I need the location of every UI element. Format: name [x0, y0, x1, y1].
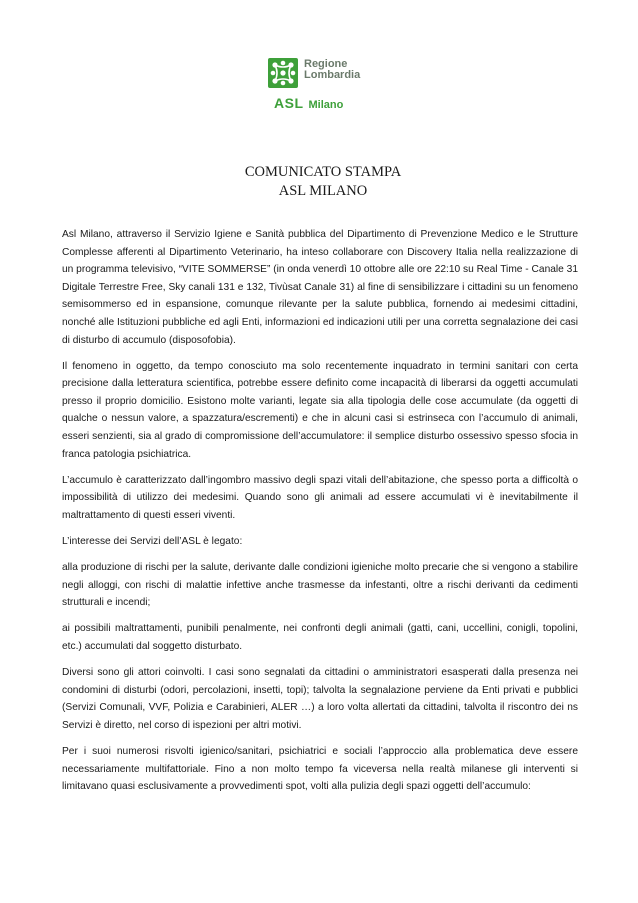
heading-line-2: ASL MILANO	[278, 183, 368, 199]
paragraph-approach: Per i suoi numerosi risvolti igienico/sanitari, psichiatrici e sociali l’approccio alla problematica deve essere necessariamente multifattoriale. Fino a non molto tempo fa viceversa nella realtà milanese gli interventi si limitavano quasi esclusivamente a provvedimenti spot, volti alla pulizia degli spazi oggetti dell’accumulo:	[62, 745, 578, 793]
logo-city-word: Milano	[308, 99, 344, 111]
paragraph-intro: Asl Milano, attraverso il Servizio Igiene e Sanità pubblica del Dipartimento di Prevenzione Medico e le Strutture Complesse afferenti al Dipartimento Veterinario, ha inteso collaborare con Discovery Italia nella realizzazione di un programma televisivo, “VITE SOMMERSE” (in onda venerdì 10 ottobre alle ore 22:10 su Real Time - Canale 31 Digitale Terrestre Free, Sky canali 131 e 132, Tivùsat Canale 31) al fine di sensibilizzare i cittadini su un fenomeno semisommerso ed in espansione, comunque rilevante per la salute pubblica, fornendo ai medesimi cittadini, nonché alle Istituzioni pubbliche ed agli Enti, informazioni ed indicazioni utili per una corretta segnalazione dei casi di disturbo di accumulo (disposofobia).	[62, 229, 578, 346]
paragraph-animal-mistreatment: ai possibili maltrattamenti, punibili penalmente, nei confronti degli animali (gatti, cani, uccellini, conigli, topolini, etc.) accumulati dal soggetto disturbato.	[62, 623, 578, 652]
paragraph-phenomenon: Il fenomeno in oggetto, da tempo conosciuto ma solo recentemente inquadrato in termini sanitari con certa precisione dalla letteratura scientifica, potrebbe essere definito come incapacità di liberarsi da oggetti accumulati presso il proprio domicilio. Esistono molte varianti, legate sia alla tipologia delle cose accumulate (da oggetti di qualche o nessun valore, a spazzatura/escrementi) e che in alcuni casi si estrinseca con l’accumulo di animali, esseri senzienti, sia al grado di compromissione dell’accumulatore: il semplice disturbo ossessivo spesso sfocia in franca patologia psichiatrica.	[62, 360, 578, 460]
heading-line-1: COMUNICATO STAMPA	[244, 164, 402, 180]
logo-org-line-1: Regione	[304, 58, 348, 70]
regione-lombardia-rosa-camuna-icon	[268, 58, 298, 88]
regione-lombardia-asl-logo	[268, 55, 378, 115]
paragraph-accumulation: L’accumulo è caratterizzato dall’ingombro massivo degli spazi vitali dell’abitazione, che spesso porta a difficoltà o impossibilità di utilizzo dei medesimi. Quando sono gli animali ad essere accumulati vi è inevitabilmente il maltrattamento di questi esseri viventi.	[62, 474, 578, 521]
document-body	[62, 226, 578, 804]
paragraph-health-risks: alla produzione di rischi per la salute, derivante dalle condizioni igieniche molto precarie che si vengono a stabilire negli alloggi, con rischi di malattie infettive anche trasmesse da infestanti, oltre a rischi derivanti da cedimenti strutturali e incendi;	[62, 562, 578, 609]
logo-org-line-2: Lombardia	[304, 69, 361, 81]
logo-asl-line	[274, 95, 343, 113]
logo-organization-name	[304, 59, 360, 81]
document-heading	[0, 163, 638, 201]
logo-asl-word: ASL	[274, 95, 304, 111]
paragraph-actors: Diversi sono gli attori coinvolti. I casi sono segnalati da cittadini o amministratori esasperati dalla presenza nei condomini di disturbi (odori, percolazioni, insetti, topi); talvolta la segnalazione perviene da Enti privati e pubblici (Servizi Comunali, VVF, Polizia e Carabinieri, ALER …) a loro volta allertati da cittadini, talvolta il riscontro dei ns Servizi è diretto, nel corso di ispezioni per altri motivi.	[62, 667, 578, 731]
paragraph-interest: L’interesse dei Servizi dell’ASL è legato:	[62, 536, 243, 547]
